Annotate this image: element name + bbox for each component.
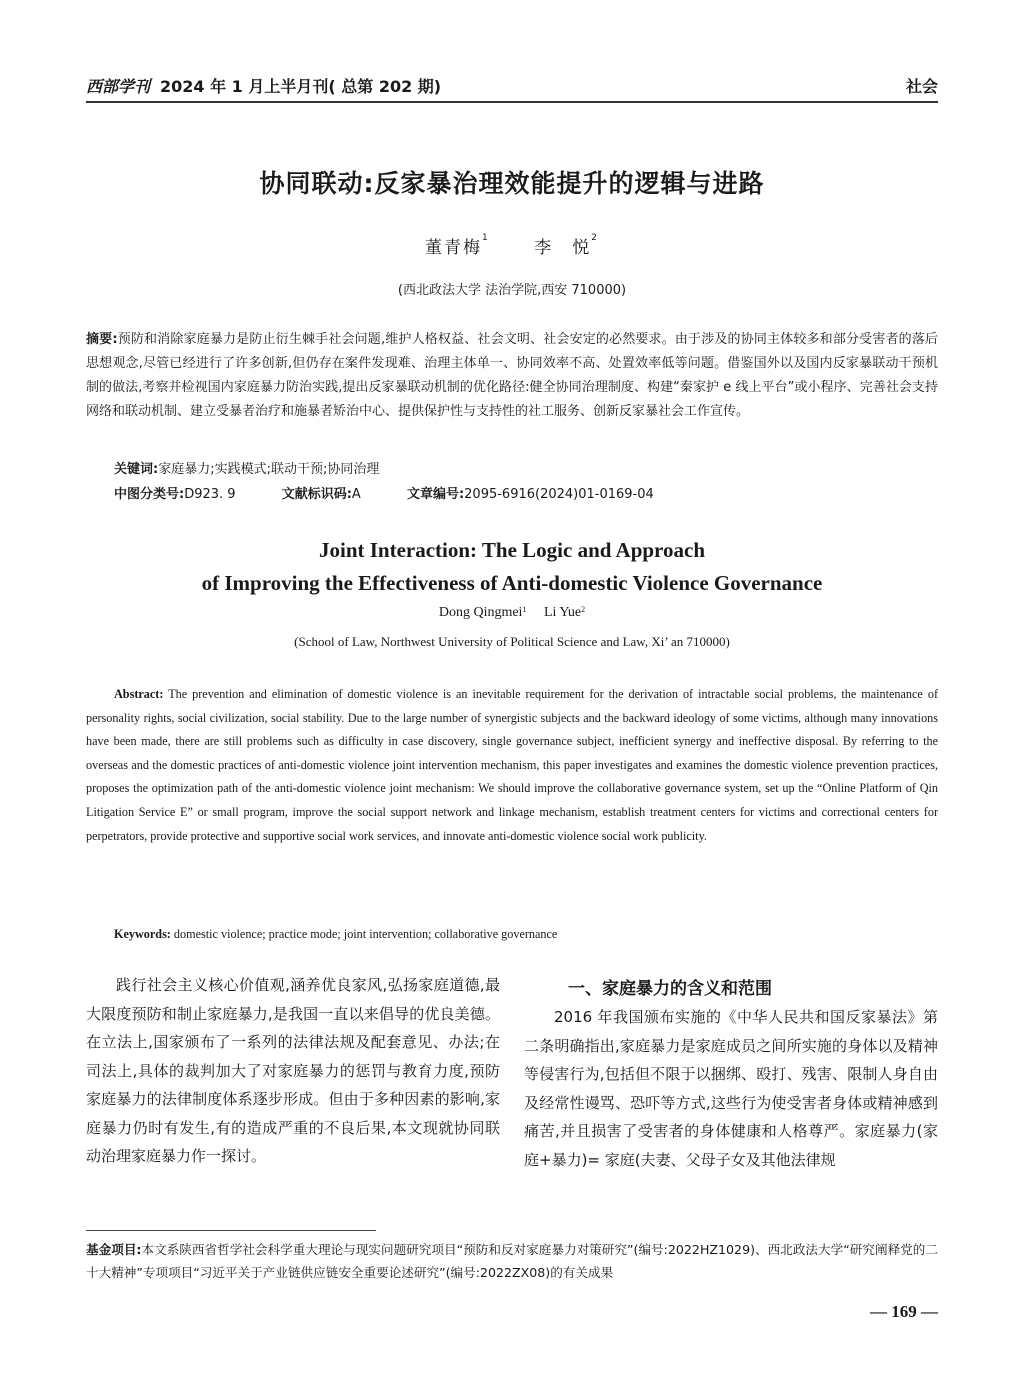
header-divider <box>86 101 938 103</box>
author-affil-mark: 2 <box>581 605 586 614</box>
authors-cn <box>86 233 938 258</box>
body-intro-paragraph: 践行社会主义核心价值观,涵养优良家风,弘扬家庭道德,最大限度预防和制止家庭暴力,是我国一直以来倡导的优良美德。在立法上,国家颁布了一系列的法律法规及配套意见、办法;在司法上,具体的裁判加大了对家庭暴力的惩罚与教育力度,预防家庭暴力的法律制度体系逐步形成。但由于多种因素的影响,家庭暴力仍时有发生,有的造成严重的不良后果,本文现就协同联动治理家庭暴力作一探讨。 <box>86 976 500 1165</box>
abstract-en <box>86 683 938 848</box>
funding-footnote <box>86 1238 938 1284</box>
abstract-en-label: Abstract: <box>114 687 164 701</box>
author-name: 董青梅 <box>425 238 483 258</box>
article-title-en-line1: Joint Interaction: The Logic and Approach <box>318 538 706 562</box>
author-name: 李 悦 <box>534 238 592 258</box>
authors-en <box>86 605 938 621</box>
abstract-text: 预防和消除家庭暴力是防止衍生棘手社会问题,维护人格权益、社会文明、社会安定的必然要求。由于涉及的协同主体较多和部分受害者的落后思想观念,尽管已经进行了许多创新,但仍存在案件发现难、治理主体单一、协同效率不高、处置效率低等问题。借鉴国外以及国内反家暴联动干预机制的做法,考察并检视国内家庭暴力防治实践,提出反家暴联动机制的优化路径:健全协同治理制度、构建“秦家护 e 线上平台”或小程序、完善社会支持网络和联动机制、建立受暴者治疗和施暴者矫治中心、提供保护性与支持性的社工服务、创新反家暴社会工作宣传。 <box>86 332 938 419</box>
journal-logo: 西部学刊 <box>86 77 151 96</box>
section-heading: 一、家庭暴力的含义和范围 <box>568 979 772 999</box>
abstract-cn <box>86 328 938 424</box>
issue-info: 2024 年 1 月上半月刊( 总第 202 期) <box>160 77 442 96</box>
article-title-en-line2: of Improving the Effectiveness of Anti-domestic Violence Governance <box>201 571 823 595</box>
classification-line <box>114 483 938 507</box>
keywords-en-text: domestic violence; practice mode; joint intervention; collaborative governance <box>170 927 558 941</box>
keywords-en <box>114 922 938 946</box>
page-number: — 169 — <box>870 1302 938 1321</box>
article-title-cn: 协同联动:反家暴治理效能提升的逻辑与进路 <box>259 169 765 198</box>
keywords-label: 关键词: <box>114 462 159 477</box>
document-code: 文献标识码:A <box>281 487 361 502</box>
keywords-cn <box>114 458 938 482</box>
funding-text: 本文系陕西省哲学社会科学重大理论与现实问题研究项目“预防和反对家庭暴力对策研究”(编号:2022HZ1029)、西北政法大学“研究阐释党的二十大精神”专项项目“习近平关于产业链供应链安全重要论述研究”(编号:2022ZX08)的有关成果 <box>86 1242 939 1280</box>
affiliation-cn: (西北政法大学 法治学院,西安 710000) <box>397 283 627 298</box>
footnote-divider <box>86 1230 376 1231</box>
author-name: Li Yue <box>543 605 582 620</box>
article-number: 文章编号:2095-6916(2024)01-0169-04 <box>406 487 654 502</box>
clc-number: 中图分类号:D923. 9 <box>114 487 236 502</box>
affiliation-en: (School of Law, Northwest University of Political Science and Law, Xi’ an 710000) <box>294 634 730 649</box>
author-affil-mark: 2 <box>591 233 599 243</box>
keywords-text: 家庭暴力;实践模式;联动干预;协同治理 <box>158 462 380 477</box>
funding-label: 基金项目: <box>86 1242 142 1257</box>
abstract-label: 摘要: <box>86 332 118 347</box>
section-label: 社会 <box>905 77 938 96</box>
abstract-en-text: The prevention and elimination of domestic violence is an inevitable requirement for the derivation of intractable social problems, the maintenance of personality rights, social civilization, social stability. Due to the large number of synergistic subjects and the backward ideology of some victims, although many innovations have been made, there are still problems such as difficulty in case discovery, single governance subject, inefficient synergy and ineffective disposal. By referring to the overseas and the domestic practices of anti-domestic violence joint intervention mechanism, this paper investigates and examines the domestic violence prevention practices, proposes the optimization path of the anti-domestic violence joint mechanism: We should improve the collaborative governance system, set up the “Online Platform of Qin Litigation Service E” or small program, improve the social support network and linkage mechanism, establish treatment centers for victims and correctional centers for perpetrators, provide protective and supportive social work services, and innovate anti-domestic violence social work publicity. <box>86 687 938 843</box>
author-affil-mark: 1 <box>522 605 527 614</box>
body-section-paragraph: 2016 年我国颁布实施的《中华人民共和国反家暴法》第二条明确指出,家庭暴力是家庭成员之间所实施的身体以及精神等侵害行为,包括但不限于以捆绑、殴打、残害、限制人身自由及经常性谩骂、恐吓等方式,这些行为使受害者身体或精神感到痛苦,并且损害了受害者的身体健康和人格尊严。家庭暴力(家庭+暴力)= 家庭(夫妻、父母子女及其他法律规 <box>524 1008 938 1169</box>
keywords-en-label: Keywords: <box>114 927 171 941</box>
author-affil-mark: 1 <box>482 233 490 243</box>
author-name: Dong Qingmei <box>438 605 523 620</box>
running-head <box>86 72 938 98</box>
